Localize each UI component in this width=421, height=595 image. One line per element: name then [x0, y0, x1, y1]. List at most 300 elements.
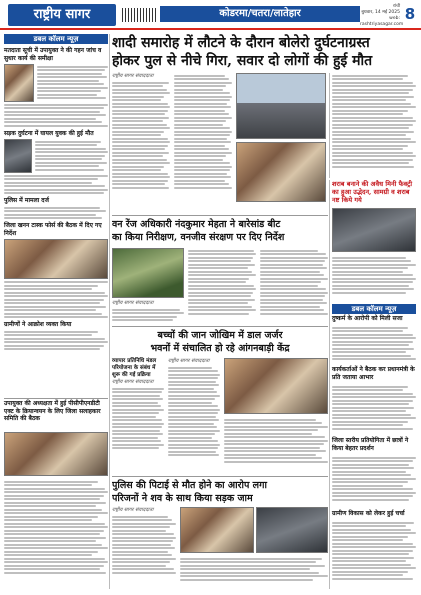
text-line: [332, 285, 409, 287]
text-line: [4, 547, 108, 549]
text-line: [112, 319, 173, 321]
text-line: [4, 484, 92, 486]
text-line: [35, 169, 104, 171]
right-story-1-headline: शराब बनाने की अवैध मिनी फैक्ट्री का हुआ उद्भेदन, सामग्री व शराब नष्ट किये गये: [332, 180, 413, 204]
text-line: [332, 278, 416, 280]
text-line: [4, 523, 105, 525]
text-line: [332, 351, 406, 353]
text-line: [4, 544, 102, 546]
left-story-1: [4, 64, 108, 102]
text-line: [260, 250, 318, 252]
text-line: [168, 447, 218, 449]
police-byline: राष्ट्रीय सागर संवाददाता: [112, 507, 154, 513]
text-line: [4, 502, 106, 504]
text-line: [332, 358, 416, 360]
text-line: [112, 523, 176, 525]
text-line: [4, 107, 104, 109]
text-line: [174, 110, 225, 112]
text-line: [332, 348, 414, 350]
text-line: [332, 417, 416, 419]
text-line: [332, 560, 406, 562]
text-line: [4, 104, 108, 106]
text-line: [112, 405, 161, 407]
rule-police-top: [112, 476, 328, 477]
text-line: [35, 162, 107, 164]
text-line: [332, 522, 414, 524]
text-line: [180, 558, 322, 560]
text-line: [4, 111, 100, 113]
text-line: [332, 396, 416, 398]
right-story-3-headline: कार्यकर्ताओं ने बैठक कर प्रधानमंत्री के प्रति जताया आभार: [332, 366, 415, 381]
text-line: [112, 176, 170, 178]
text-line: [112, 103, 168, 105]
text-line: [112, 134, 161, 136]
text-line: [4, 505, 96, 507]
mid-story-byline: राष्ट्रीय सागर संवाददाता: [112, 379, 154, 385]
text-line: [224, 454, 316, 456]
text-line: [260, 302, 327, 304]
right-story-3-text: [332, 384, 416, 436]
text-line: [332, 536, 408, 538]
text-line: [174, 152, 232, 154]
left-story-2-text: [35, 139, 108, 173]
lead-photo-bridge: [236, 73, 326, 139]
text-line: [112, 530, 166, 532]
text-line: [112, 96, 164, 98]
text-line: [112, 110, 168, 112]
text-line: [112, 558, 176, 560]
text-line: [332, 564, 411, 566]
text-line: [332, 327, 408, 329]
police-headline: [112, 479, 328, 505]
text-line: [168, 374, 220, 376]
text-line: [112, 124, 167, 126]
text-line: [112, 155, 163, 157]
text-line: [260, 288, 326, 290]
text-line: [260, 267, 327, 269]
section-bar: [160, 6, 360, 22]
text-line: [332, 499, 409, 501]
text-line: [260, 313, 328, 315]
text-line: [168, 402, 212, 404]
text-line: [112, 430, 160, 432]
left-story-3-text: [4, 207, 108, 220]
text-line: [188, 278, 249, 280]
right-story-5-text: [332, 520, 416, 588]
text-line: [4, 178, 98, 180]
text-line: [174, 187, 232, 189]
text-line: [4, 189, 108, 191]
text-line: [4, 561, 108, 563]
text-line: [168, 433, 215, 435]
text-line: [332, 467, 414, 469]
text-line: [332, 155, 416, 157]
text-line: [332, 400, 413, 402]
text-line: [112, 533, 174, 535]
text-line: [260, 274, 324, 276]
text-line: [4, 540, 96, 542]
text-line: [37, 83, 104, 85]
forest-text-col-3: [260, 248, 328, 324]
text-line: [112, 152, 169, 154]
text-line: [260, 292, 328, 294]
text-line: [174, 78, 229, 80]
text-line: [4, 341, 108, 343]
text-line: [332, 464, 409, 466]
text-line: [168, 451, 216, 453]
text-line: [332, 96, 414, 98]
rule-pcpndt-top: [4, 398, 108, 399]
police-headline-line-1: पुलिस की पिटाई से मौत होने का आरोप लगा: [112, 480, 267, 491]
text-line: [112, 183, 165, 185]
text-line: [174, 148, 229, 150]
text-line: [4, 299, 104, 301]
forest-headline-line-1: वन रेंज अधिकारी नंदकुमार मेहता ने बारेसांड बीट: [112, 219, 281, 230]
text-line: [112, 316, 177, 318]
text-line: [168, 419, 219, 421]
text-line: [332, 274, 413, 276]
text-line: [174, 169, 230, 171]
forest-text-col-2: [188, 248, 256, 324]
text-line: [112, 388, 164, 390]
forest-photo: [112, 248, 184, 298]
text-line: [112, 145, 168, 147]
text-line: [180, 561, 316, 563]
text-line: [112, 309, 180, 311]
text-line: [4, 214, 96, 216]
text-line: [224, 436, 325, 438]
brand-name: राष्ट्रीय सागर: [33, 7, 91, 22]
text-line: [4, 526, 108, 528]
lead-headline-line-1: शादी समारोह में लौटने के दौरान बोलेरो दुर्घटनाग्रस्त: [112, 35, 370, 51]
text-line: [4, 568, 100, 570]
left-story-1-photo: [4, 64, 34, 102]
text-line: [37, 90, 101, 92]
text-line: [332, 525, 406, 527]
text-line: [174, 96, 232, 98]
text-line: [332, 471, 406, 473]
text-line: [174, 162, 230, 164]
text-line: [174, 82, 232, 84]
text-line: [188, 306, 252, 308]
barcode-graphic: [122, 8, 156, 22]
text-line: [332, 134, 406, 136]
text-line: [332, 141, 416, 143]
text-line: [168, 437, 212, 439]
text-line: [332, 281, 413, 283]
text-line: [332, 553, 409, 555]
text-line: [180, 565, 325, 567]
anganwadi-text-col-1: [168, 358, 220, 474]
left-story-4-text: [4, 281, 108, 318]
text-line: [332, 485, 403, 487]
text-line: [112, 547, 175, 549]
text-line: [332, 162, 409, 164]
text-line: [4, 285, 98, 287]
text-line: [112, 540, 173, 542]
left-story-4-photo: [4, 239, 108, 279]
text-line: [224, 461, 328, 463]
text-line: [112, 568, 174, 570]
police-headline-line-2: परिजनों ने शव के साथ किया सड़क जाम: [112, 493, 253, 504]
lead-story-col-2: [174, 73, 232, 213]
text-line: [168, 377, 218, 379]
text-line: [260, 253, 326, 255]
text-line: [168, 412, 218, 414]
text-line: [4, 495, 104, 497]
page-number: 8: [404, 5, 416, 23]
left-story-4-headline: जिला खनन टास्क फोर्स की बैठक में दिए गए निर्देश: [4, 222, 102, 237]
column-divider-left: [109, 34, 110, 589]
text-line: [112, 113, 165, 115]
text-line: [112, 148, 165, 150]
text-line: [332, 89, 413, 91]
text-line: [37, 76, 107, 78]
date-city: रांची: [392, 4, 400, 9]
anganwadi-headline-line-1: बच्चों की जान जोखिम में डाल जर्जर: [157, 330, 283, 341]
text-line: [4, 519, 92, 521]
text-line: [188, 260, 251, 262]
text-line: [112, 82, 169, 84]
left-story-2-photo: [4, 139, 32, 173]
text-line: [332, 428, 413, 430]
text-line: [332, 145, 408, 147]
text-line: [188, 264, 255, 266]
text-line: [168, 384, 219, 386]
text-line: [332, 529, 411, 531]
text-line: [174, 85, 226, 87]
text-line: [332, 478, 416, 480]
text-line: [112, 127, 170, 129]
text-line: [35, 155, 105, 157]
text-line: [4, 512, 108, 514]
text-line: [112, 141, 170, 143]
text-line: [174, 159, 223, 161]
text-line: [332, 574, 403, 576]
text-line: [4, 217, 102, 219]
text-line: [4, 309, 96, 311]
text-line: [174, 134, 230, 136]
date-day: बुधवार, 14 मई 2025: [361, 10, 400, 15]
text-line: [112, 159, 167, 161]
text-line: [168, 454, 219, 456]
text-line: [174, 138, 227, 140]
text-line: [168, 405, 218, 407]
left-story-5-headline: ग्रामीणों ने आक्रोश व्यक्त किया: [4, 321, 72, 328]
text-line: [35, 141, 101, 143]
lead-story-col-1: [112, 73, 170, 213]
text-line: [4, 288, 92, 290]
text-line: [332, 267, 408, 269]
text-line: [112, 169, 161, 171]
text-line: [174, 75, 225, 77]
text-line: [224, 433, 312, 435]
text-line: [332, 386, 408, 388]
text-line: [112, 416, 156, 418]
text-line: [37, 87, 108, 89]
right-story-2-headline: दुष्कर्म के आरोपी को मिली सजा: [332, 315, 403, 322]
text-line: [112, 437, 158, 439]
text-line: [168, 444, 220, 446]
text-line: [4, 207, 100, 209]
text-line: [260, 295, 325, 297]
text-line: [174, 145, 225, 147]
text-line: [4, 302, 100, 304]
text-line: [188, 302, 248, 304]
text-line: [224, 419, 316, 421]
masthead: [0, 0, 421, 30]
text-line: [35, 148, 106, 150]
text-line: [4, 292, 105, 294]
text-line: [174, 92, 230, 94]
column-divider-lead: [329, 73, 330, 178]
text-line: [332, 457, 416, 459]
text-line: [332, 92, 409, 94]
text-line: [260, 281, 321, 283]
date-web: web: rashtriyasagar.com: [360, 16, 404, 27]
text-line: [37, 97, 106, 99]
text-line: [332, 124, 413, 126]
text-line: [174, 89, 223, 91]
text-line: [174, 113, 229, 115]
text-line: [112, 395, 160, 397]
text-line: [260, 299, 323, 301]
left-band-double-column: डबल कॉलम न्यूज़: [4, 34, 108, 44]
text-line: [188, 292, 253, 294]
text-line: [332, 78, 403, 80]
text-line: [332, 424, 403, 426]
anganwadi-text-col-2: [224, 417, 328, 474]
text-line: [112, 173, 168, 175]
text-line: [332, 82, 413, 84]
text-line: [332, 159, 413, 161]
text-line: [332, 330, 403, 332]
left-story-3-headline: पुलिस में मामला दर्ज: [4, 197, 49, 204]
lead-headline: [112, 34, 416, 70]
text-line: [4, 491, 108, 493]
text-line: [4, 551, 98, 553]
text-line: [174, 176, 231, 178]
text-line: [174, 99, 230, 101]
text-line: [4, 121, 102, 123]
text-line: [174, 131, 232, 133]
text-line: [174, 120, 226, 122]
text-line: [188, 288, 256, 290]
text-line: [112, 440, 161, 442]
text-line: [174, 166, 232, 168]
text-line: [112, 526, 170, 528]
text-line: [35, 144, 97, 146]
text-line: [332, 103, 411, 105]
text-line: [260, 257, 328, 259]
text-line: [332, 414, 411, 416]
text-line: [4, 537, 106, 539]
text-line: [4, 185, 105, 187]
text-line: [174, 127, 230, 129]
text-line: [112, 402, 158, 404]
text-line: [332, 120, 416, 122]
text-line: [112, 312, 184, 314]
text-line: [332, 495, 413, 497]
text-line: [332, 557, 414, 559]
text-line: [112, 519, 172, 521]
right-story-4-text: [332, 455, 416, 509]
text-line: [332, 460, 413, 462]
text-line: [4, 182, 92, 184]
text-line: [112, 85, 163, 87]
text-line: [4, 192, 104, 194]
section-title: कोडरमा/चतरा/लातेहार: [219, 8, 301, 19]
text-line: [332, 567, 416, 569]
text-line: [112, 166, 164, 168]
text-line: [168, 409, 220, 411]
text-line: [332, 410, 406, 412]
text-line: [188, 267, 248, 269]
text-line: [332, 257, 406, 259]
text-line: [332, 403, 409, 405]
text-line: [332, 260, 411, 262]
text-line: [332, 148, 403, 150]
text-line: [4, 516, 98, 518]
police-photo-1: [180, 507, 254, 553]
text-line: [4, 498, 100, 500]
text-line: [37, 80, 99, 82]
text-line: [112, 554, 172, 556]
left-story-6-text: [4, 479, 108, 589]
anganwadi-photo: [224, 358, 328, 414]
text-line: [260, 271, 320, 273]
text-line: [188, 285, 254, 287]
text-line: [4, 125, 108, 127]
text-line: [37, 94, 97, 96]
text-line: [112, 419, 162, 421]
text-line: [4, 554, 92, 556]
text-line: [224, 457, 322, 459]
text-line: [260, 278, 328, 280]
mid-story-col: [112, 358, 164, 474]
lead-story-col-3: [332, 73, 416, 181]
text-line: [224, 426, 328, 428]
lead-photo-people: [236, 142, 326, 202]
left-story-1-text-continued: [4, 104, 108, 127]
text-line: [4, 118, 96, 120]
text-line: [112, 391, 162, 393]
text-line: [180, 568, 310, 570]
text-line: [332, 113, 403, 115]
text-line: [168, 416, 216, 418]
text-line: [224, 422, 322, 424]
text-line: [168, 395, 220, 397]
text-line: [112, 572, 176, 574]
text-line: [112, 99, 161, 101]
text-line: [332, 355, 411, 357]
text-line: [112, 423, 164, 425]
left-story-2: [4, 139, 108, 173]
text-line: [168, 388, 214, 390]
text-line: [4, 281, 108, 283]
text-line: [4, 530, 104, 532]
text-line: [332, 389, 403, 391]
right-story-4-headline: जिला स्तरीय प्रतियोगिता में छात्रों ने किया बेहतर प्रदर्शन: [332, 437, 409, 452]
text-line: [224, 429, 318, 431]
text-line: [112, 398, 163, 400]
text-line: [180, 575, 328, 577]
text-line: [332, 166, 414, 168]
text-line: [332, 341, 413, 343]
text-line: [112, 89, 167, 91]
text-line: [188, 250, 254, 252]
text-line: [112, 106, 170, 108]
